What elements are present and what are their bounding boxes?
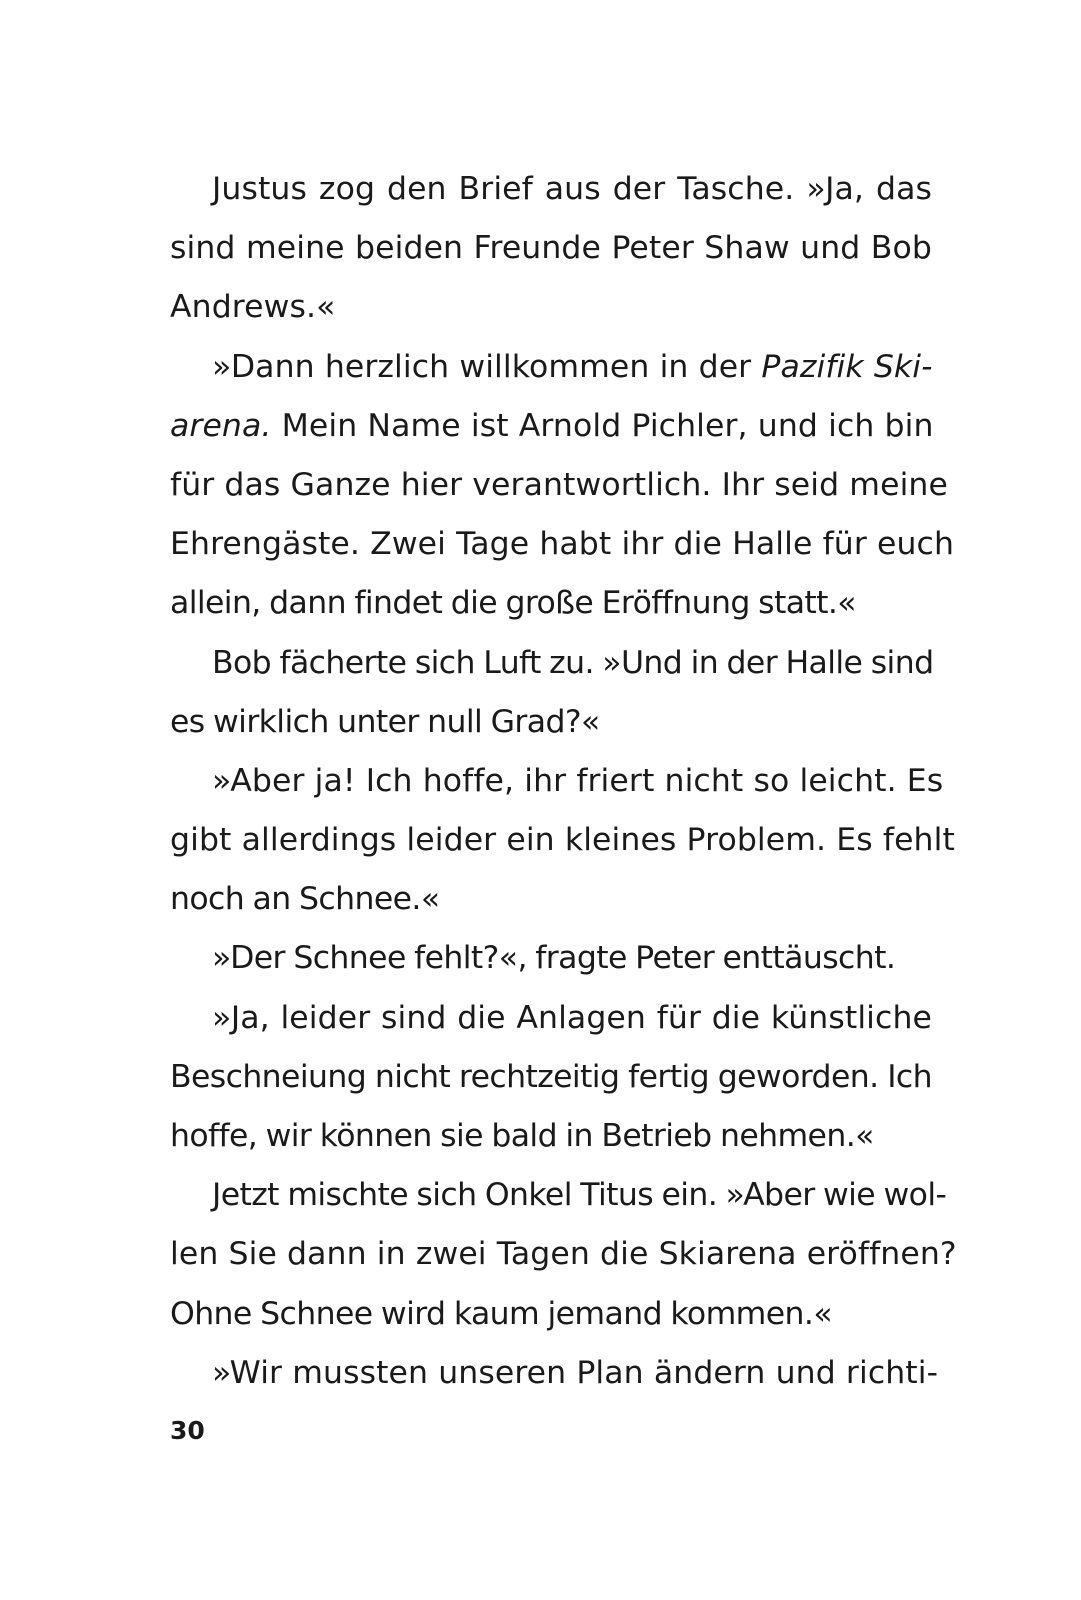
text-line: hoffe, wir können sie bald in Betrieb nehmen.« [170, 1118, 874, 1154]
text-line: Ehrengäste. Zwei Tage habt ihr die Halle für euch [170, 526, 955, 563]
text-line: »Der Schnee fehlt?«, fragte Peter enttäuscht. [212, 940, 896, 977]
text-line [170, 338, 932, 397]
text-line: »Ja, leider sind die Anlagen für die künstliche [212, 999, 932, 1036]
text-line: für das Ganze hier verantwortlich. Ihr seid meine [170, 466, 948, 503]
italic-place-name: arena. [170, 407, 272, 444]
text-line: Beschneiung nicht rechtzeitig fertig geworden. Ich [170, 1058, 932, 1095]
text-line: noch an Schnee.« [170, 881, 440, 918]
text-line: »Aber ja! Ich hoffe, ihr friert nicht so leicht. Es [212, 762, 944, 799]
text-run: »Dann herzlich willkommen in der [212, 348, 762, 385]
text-line: gibt allerdings leider ein kleines Problem. Es fehlt [170, 822, 955, 859]
page-number: 30 [170, 1416, 205, 1445]
text-line: Jetzt mischte sich Onkel Titus ein. »Aber wie wol- [212, 1177, 947, 1214]
text-line: »Wir mussten unseren Plan ändern und richti- [212, 1354, 939, 1391]
text-line: Andrews.« [170, 289, 336, 326]
text-run: Mein Name ist Arnold Pichler, und ich bin [271, 407, 934, 444]
italic-place-name: Pazifik Ski- [761, 348, 933, 385]
text-line: allein, dann findet die große Eröffnung statt.« [170, 585, 856, 622]
text-line: Ohne Schnee wird kaum jemand kommen.« [170, 1295, 832, 1332]
text-line: Justus zog den Brief aus der Tasche. »Ja, das [212, 171, 932, 207]
text-line: es wirklich unter null Grad?« [170, 703, 600, 740]
text-line: len Sie dann in zwei Tagen die Skiarena eröffnen? [170, 1236, 957, 1273]
body-text [170, 160, 957, 1403]
text-line: Bob fächerte sich Luft zu. »Und in der Halle sind [212, 644, 934, 681]
text-line [170, 397, 932, 456]
text-line: sind meine beiden Freunde Peter Shaw und Bob [170, 230, 932, 267]
